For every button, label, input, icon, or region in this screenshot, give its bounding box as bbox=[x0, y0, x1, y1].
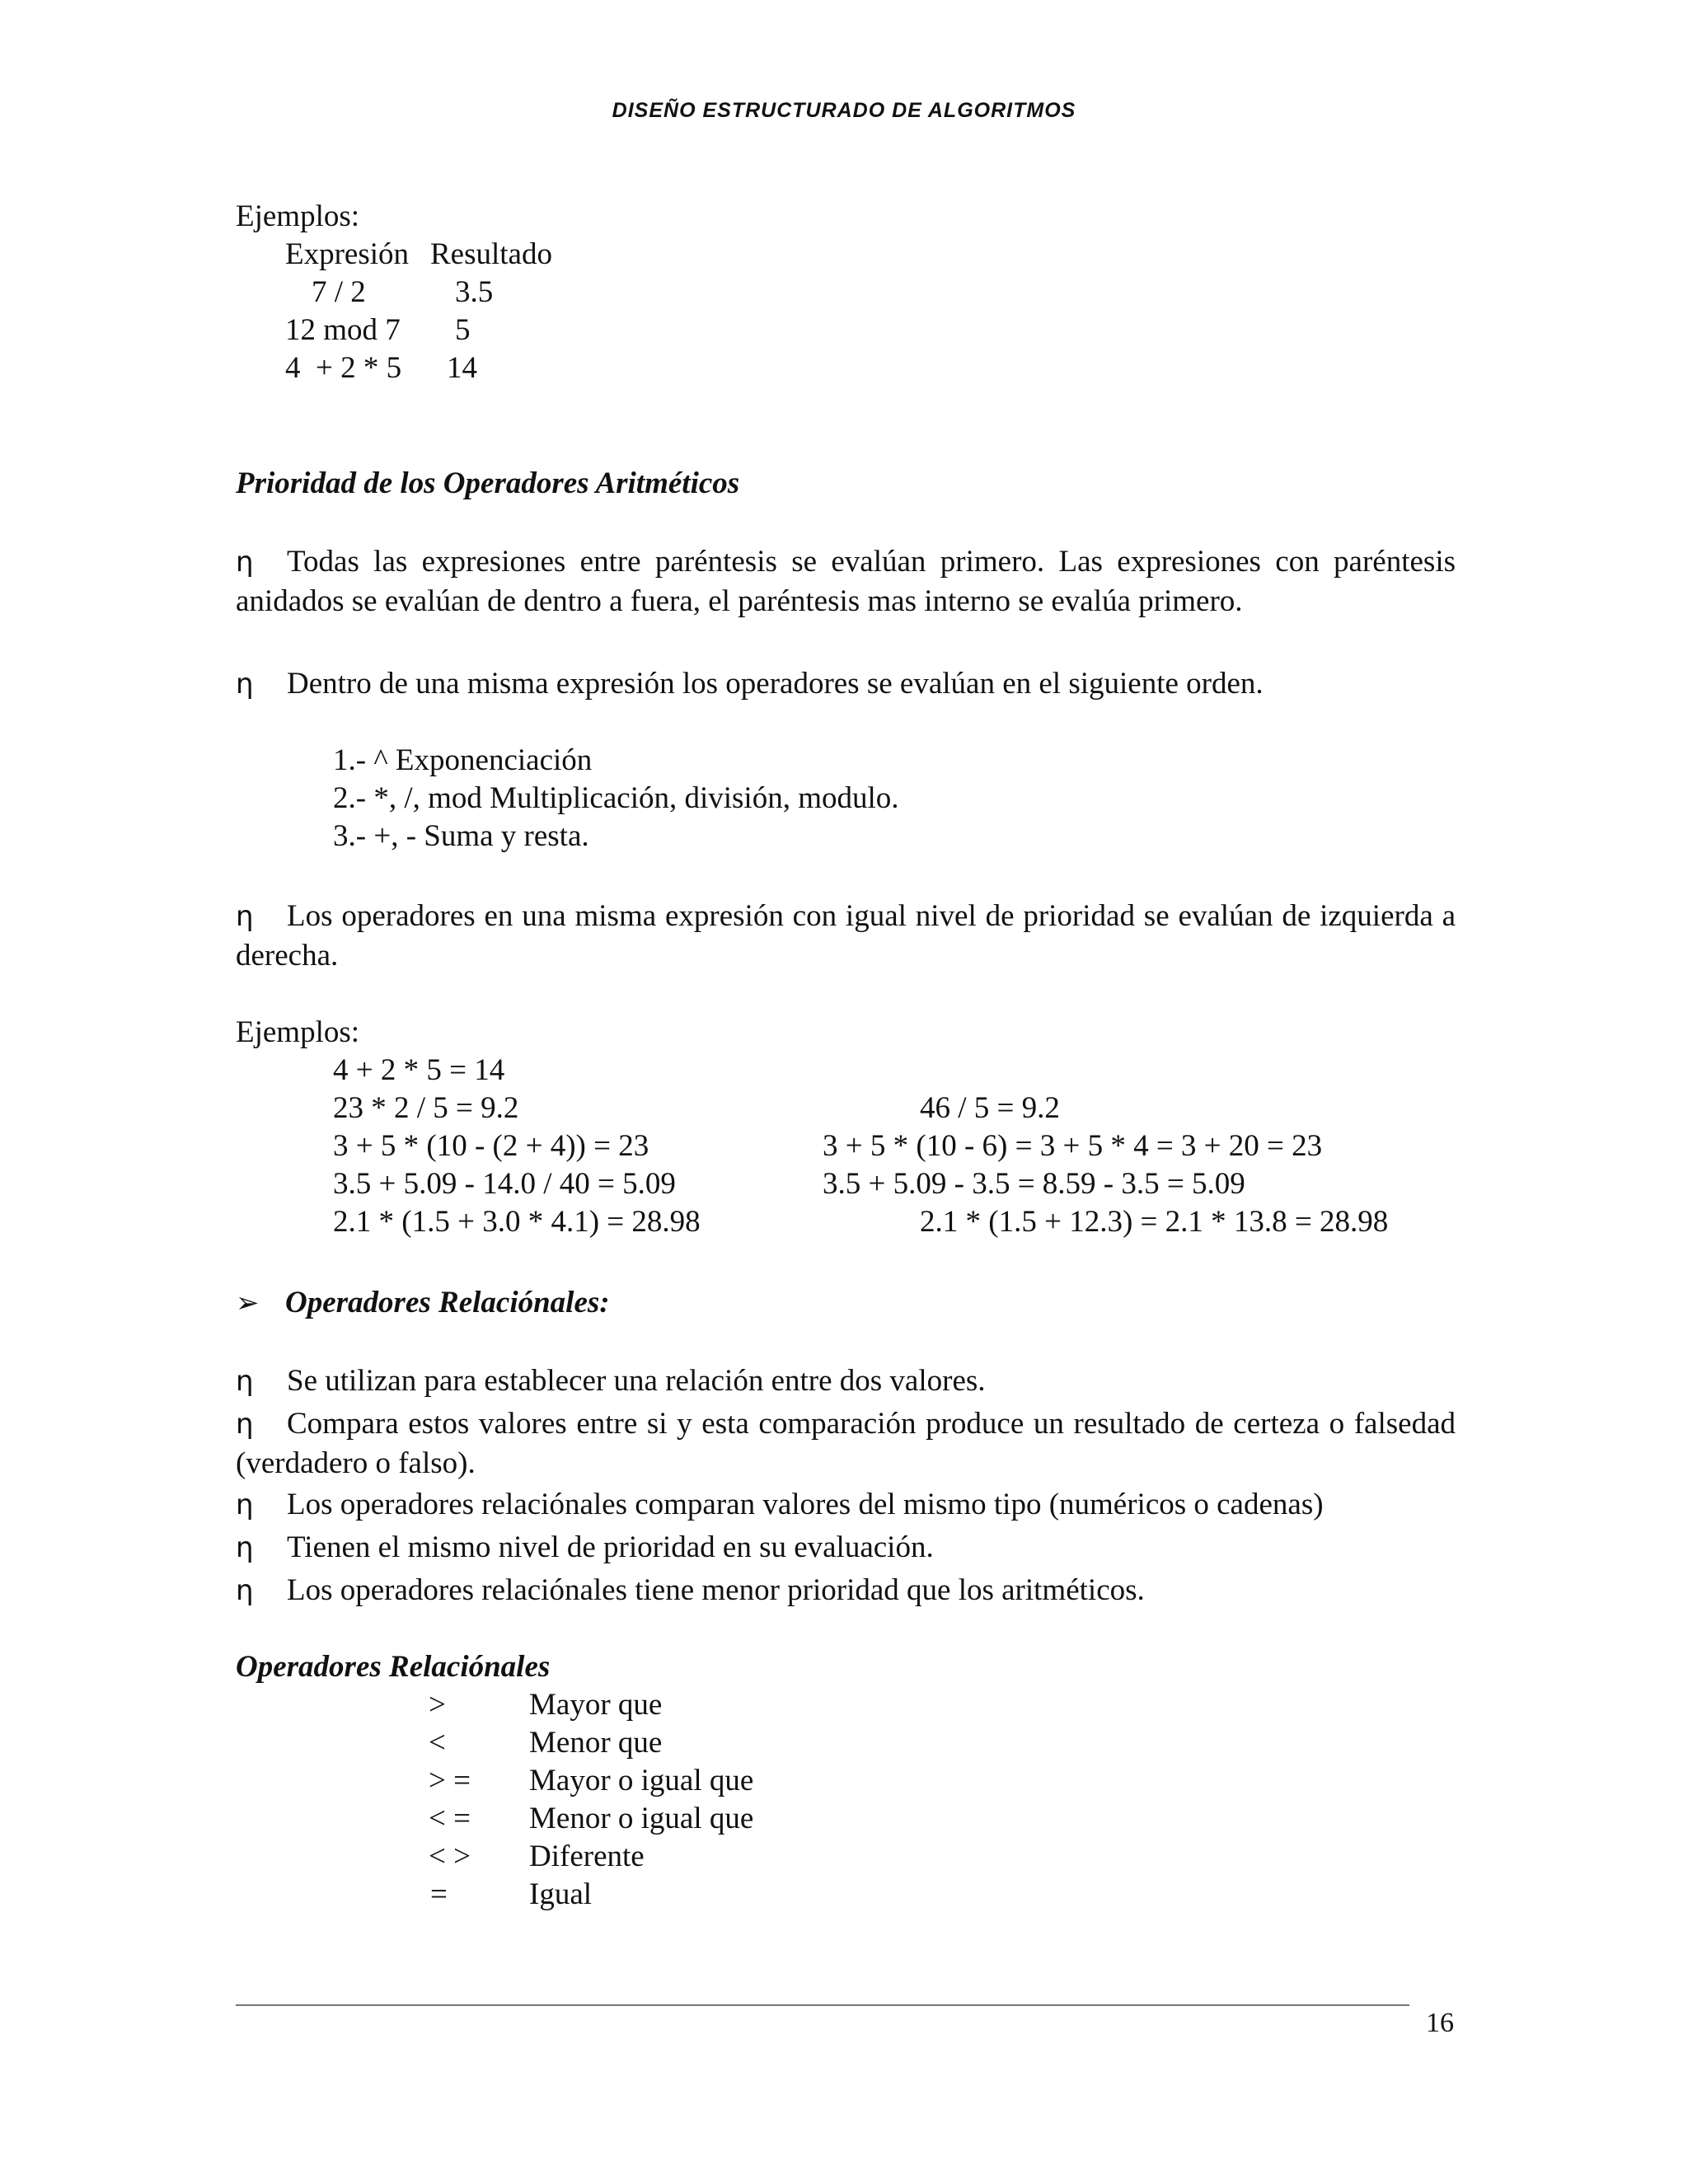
example-left: 2.1 * (1.5 + 3.0 * 4.1) = 28.98 bbox=[333, 1205, 701, 1239]
priority-order-item: 2.- *, /, mod Multiplicación, división, modulo. bbox=[333, 781, 899, 815]
example-result: 5 bbox=[455, 313, 471, 347]
operator-description: Menor o igual que bbox=[529, 1802, 754, 1835]
example-left: 3 + 5 * (10 - (2 + 4)) = 23 bbox=[333, 1129, 649, 1163]
example-right: 2.1 * (1.5 + 12.3) = 2.1 * 13.8 = 28.98 bbox=[920, 1205, 1389, 1239]
bullet-paragraph bbox=[236, 1571, 1456, 1610]
operator-description: Mayor o igual que bbox=[529, 1764, 754, 1797]
bullet-paragraph bbox=[236, 1404, 1456, 1483]
bullet-icon: η bbox=[236, 1531, 254, 1564]
operator-description: Diferente bbox=[529, 1840, 645, 1873]
bullet-paragraph bbox=[236, 1361, 1456, 1401]
bullet-paragraph bbox=[236, 1485, 1456, 1525]
arrow-bullet-icon: ➢ bbox=[236, 1286, 260, 1319]
page-number: 16 bbox=[1426, 2008, 1454, 2038]
footer-divider bbox=[236, 2004, 1409, 2006]
bullet-text: Dentro de una misma expresión los operadores se evalúan en el siguiente orden. bbox=[287, 667, 1264, 701]
example-right: 46 / 5 = 9.2 bbox=[920, 1091, 1060, 1125]
bullet-icon: η bbox=[236, 546, 254, 579]
operator-symbol: < > bbox=[429, 1840, 471, 1873]
operator-symbol: = bbox=[430, 1877, 448, 1911]
example-right: 3.5 + 5.09 - 3.5 = 8.59 - 3.5 = 5.09 bbox=[823, 1167, 1245, 1201]
priority-order-item: 1.- ^ Exponenciación bbox=[333, 743, 593, 777]
section-title-priority: Prioridad de los Operadores Aritméticos bbox=[236, 466, 740, 500]
bullet-paragraph bbox=[236, 897, 1456, 976]
operator-description: Menor que bbox=[529, 1726, 663, 1760]
bullet-icon: η bbox=[236, 1408, 254, 1441]
page-header: DISEÑO ESTRUCTURADO DE ALGORITMOS bbox=[612, 99, 1076, 122]
bullet-icon: η bbox=[236, 1574, 254, 1607]
bullet-icon: η bbox=[236, 668, 254, 701]
column-header-result: Resultado bbox=[430, 237, 552, 271]
operator-description: Mayor que bbox=[529, 1688, 663, 1722]
bullet-text: Tienen el mismo nivel de prioridad en su evaluación. bbox=[287, 1530, 934, 1564]
examples-label: Ejemplos: bbox=[236, 1015, 360, 1049]
operator-description: Igual bbox=[529, 1877, 593, 1911]
example-left: 4 + 2 * 5 = 14 bbox=[333, 1053, 505, 1087]
bullet-text: Los operadores relaciónales tiene menor prioridad que los aritméticos. bbox=[287, 1573, 1145, 1607]
bullet-icon: η bbox=[236, 900, 254, 933]
section-title-text: Operadores Relaciónales: bbox=[285, 1286, 610, 1319]
example-expression: 4 + 2 * 5 bbox=[285, 351, 402, 385]
relational-table-title: Operadores Relaciónales bbox=[236, 1650, 551, 1684]
example-left: 23 * 2 / 5 = 9.2 bbox=[333, 1091, 519, 1125]
bullet-text: Los operadores relaciónales comparan valores del mismo tipo (numéricos o cadenas) bbox=[287, 1488, 1324, 1521]
operator-symbol: > bbox=[429, 1688, 446, 1722]
example-result: 3.5 bbox=[455, 275, 494, 309]
section-title-relational bbox=[236, 1284, 610, 1322]
example-right: 3 + 5 * (10 - 6) = 3 + 5 * 4 = 3 + 20 = 23 bbox=[823, 1129, 1323, 1163]
bullet-text: Se utilizan para establecer una relación entre dos valores. bbox=[287, 1364, 986, 1398]
bullet-icon: η bbox=[236, 1488, 254, 1521]
example-expression: 12 mod 7 bbox=[285, 313, 401, 347]
bullet-text: Los operadores en una misma expresión con igual nivel de prioridad se evalúan de izquierda a derecha. bbox=[236, 899, 1456, 972]
priority-order-item: 3.- +, - Suma y resta. bbox=[333, 819, 589, 853]
bullet-paragraph bbox=[236, 664, 1456, 704]
bullet-text: Compara estos valores entre si y esta comparación produce un resultado de certeza o falsedad (verdadero o falso). bbox=[236, 1407, 1456, 1480]
operator-symbol: < bbox=[429, 1726, 446, 1760]
examples-label: Ejemplos: bbox=[236, 199, 360, 233]
example-left: 3.5 + 5.09 - 14.0 / 40 = 5.09 bbox=[333, 1167, 676, 1201]
example-result: 14 bbox=[447, 351, 477, 385]
operator-symbol: < = bbox=[429, 1802, 471, 1835]
bullet-paragraph bbox=[236, 542, 1456, 621]
column-header-expression: Expresión bbox=[285, 237, 410, 271]
bullet-text: Todas las expresiones entre paréntesis se evalúan primero. Las expresiones con paréntesis anidados se evalúan de dentro a fuera, el paréntesis mas interno se evalúa primero. bbox=[236, 545, 1456, 618]
example-expression: 7 / 2 bbox=[312, 275, 366, 309]
operator-symbol: > = bbox=[429, 1764, 471, 1797]
bullet-paragraph bbox=[236, 1528, 1456, 1568]
bullet-icon: η bbox=[236, 1365, 254, 1398]
